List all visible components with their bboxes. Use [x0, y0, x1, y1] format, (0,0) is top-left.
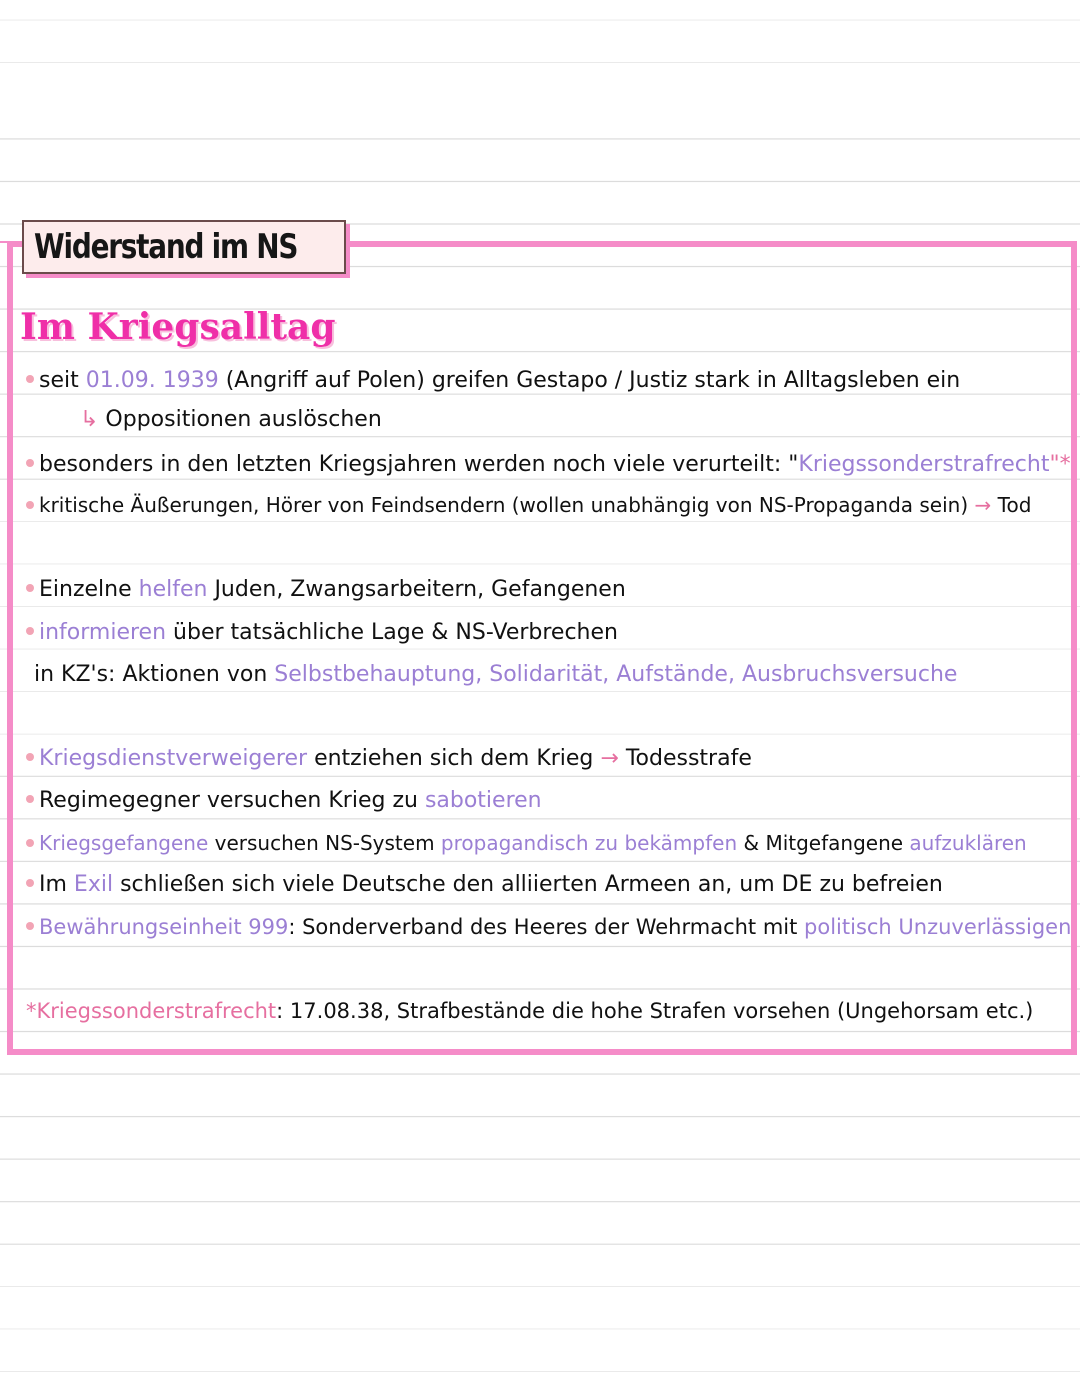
note-line: informieren über tatsächliche Lage & NS-Verbrechen [26, 618, 618, 648]
note-line: besonders in den letzten Kriegsjahren werden noch viele verurteilt: "Kriegssonderstrafrecht"* [26, 450, 1071, 480]
bullet-dot [26, 795, 34, 803]
right-arrow-icon: → [974, 493, 992, 517]
bullet-dot [26, 627, 34, 635]
note-subline: ↳ Oppositionen auslöschen [80, 407, 382, 432]
note-line: seit 01.09. 1939 (Angriff auf Polen) greifen Gestapo / Justiz stark in Alltagsleben ein [26, 366, 960, 396]
footnote-star: * [26, 999, 37, 1023]
header-label: Widerstand im NS [34, 227, 298, 267]
bullet-dot [26, 501, 34, 509]
note-line: kritische Äußerungen, Hörer von Feindsendern (wollen unabhängig von NS-Propaganda sein) → Tod [26, 490, 1031, 520]
bullet-dot [26, 459, 34, 467]
footnote-line: *Kriegssonderstrafrecht: 17.08.38, Strafbestände die hohe Strafen vorsehen (Ungehorsam etc.) [26, 999, 1034, 1023]
bullet-dot [26, 922, 34, 930]
section-title: Im Kriegsalltag [20, 306, 336, 348]
note-line: Einzelne helfen Juden, Zwangsarbeitern, Gefangenen [26, 575, 626, 605]
note-line: Kriegsdienstverweigerer entziehen sich dem Krieg → Todesstrafe [26, 744, 752, 774]
note-line: Bewährungseinheit 999: Sonderverband des Heeres der Wehrmacht mit politisch Unzuverlässigen [26, 912, 1071, 942]
note-line: Im Exil schließen sich viele Deutsche den alliierten Armeen an, um DE zu befreien [26, 870, 943, 900]
bullet-dot [26, 753, 34, 761]
header-label-box [22, 220, 346, 274]
return-arrow-icon: ↳ [80, 407, 99, 432]
note-line: in KZ's: Aktionen von Selbstbehauptung, Solidarität, Aufstände, Ausbruchsversuche [34, 662, 958, 687]
bullet-dot [26, 879, 34, 887]
right-arrow-icon: → [600, 746, 619, 771]
note-line: Regimegegner versuchen Krieg zu sabotieren [26, 786, 542, 816]
bullet-dot [26, 375, 34, 383]
bullet-dot [26, 839, 34, 847]
note-line: Kriegsgefangene versuchen NS-System propagandisch zu bekämpfen & Mitgefangene aufzuklären [26, 828, 1027, 858]
bullet-dot [26, 584, 34, 592]
